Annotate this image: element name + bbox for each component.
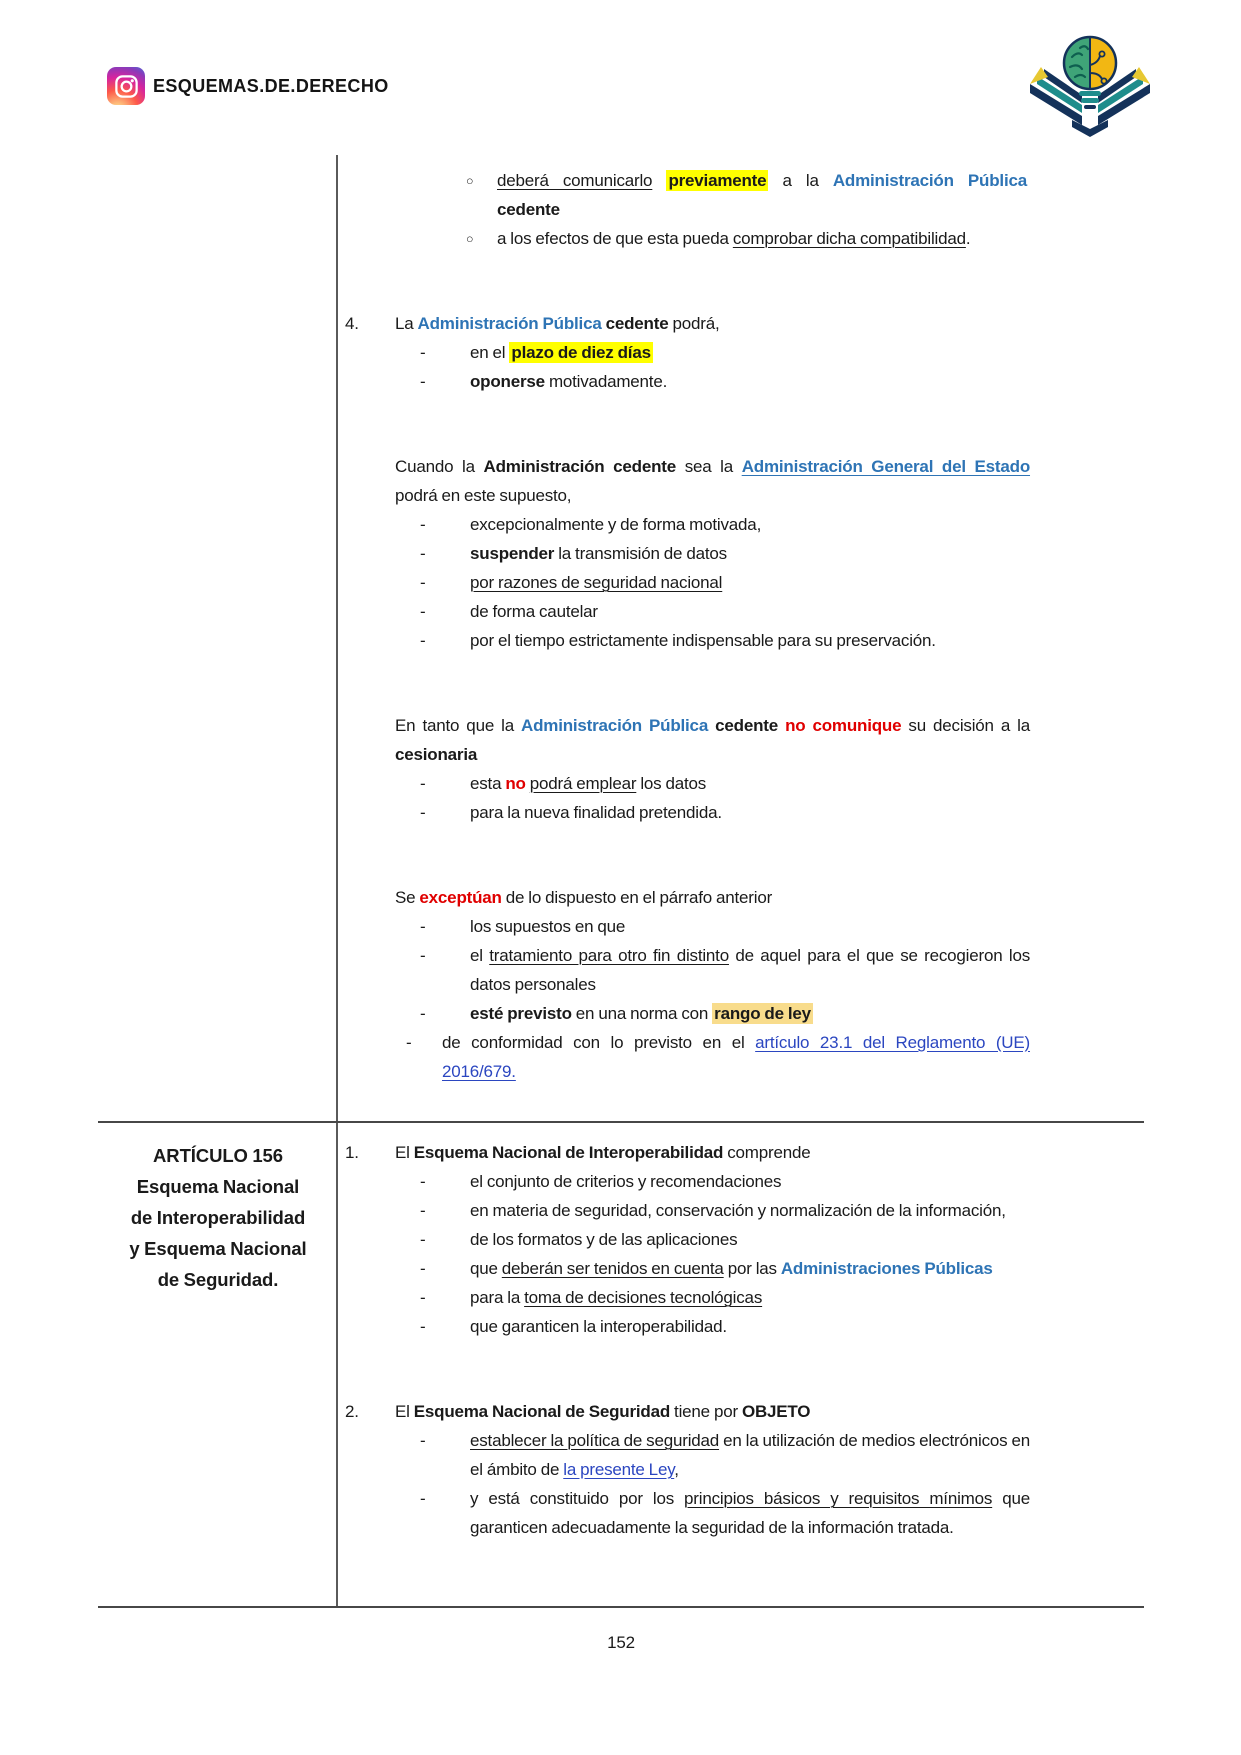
dash-bullet-marker: - bbox=[420, 1230, 426, 1249]
dash-bullet-marker: - bbox=[420, 573, 426, 592]
dash-bullet-marker: - bbox=[420, 1489, 426, 1508]
list-item bbox=[420, 1254, 1030, 1283]
list-item bbox=[420, 999, 1030, 1028]
text-segment: el bbox=[470, 946, 490, 965]
list-item bbox=[420, 626, 1030, 655]
text-segment: motivadamente. bbox=[544, 372, 668, 391]
text-segment: , bbox=[674, 1460, 679, 1479]
dash-bullet-marker: - bbox=[420, 631, 426, 650]
article-label-line: de Interoperabilidad bbox=[130, 1207, 306, 1228]
list-item bbox=[420, 912, 1030, 941]
list-item bbox=[420, 1196, 1030, 1225]
paragraph bbox=[395, 711, 1030, 769]
dash-bullet-marker: - bbox=[420, 372, 426, 391]
list-item bbox=[406, 1028, 1030, 1086]
text-segment: Administración Pública bbox=[832, 171, 1027, 190]
numbered-item bbox=[336, 1397, 1030, 1426]
text-segment: rango de ley bbox=[714, 1004, 811, 1023]
numbered-item bbox=[336, 1138, 1030, 1167]
text-segment: en materia de seguridad, conservación y normalización de la información, bbox=[470, 1201, 1006, 1220]
item-number: 1. bbox=[345, 1143, 359, 1162]
text-segment: Administración Pública bbox=[417, 314, 602, 333]
text-segment: no bbox=[505, 774, 526, 793]
table-row-separator bbox=[98, 1121, 1144, 1123]
text-segment: que garanticen la interoperabilidad. bbox=[470, 1317, 727, 1336]
dash-bullet-marker: - bbox=[420, 1317, 426, 1336]
list-item bbox=[420, 510, 1030, 539]
dash-bullet-marker: - bbox=[420, 1431, 426, 1450]
text-segment: en el bbox=[470, 343, 510, 362]
dash-bullet-marker: - bbox=[420, 1172, 426, 1191]
text-segment: Esquema Nacional de Seguridad bbox=[413, 1402, 671, 1421]
text-segment: cedente bbox=[605, 314, 669, 333]
list-item bbox=[420, 1167, 1030, 1196]
spacer bbox=[336, 396, 1036, 452]
text-segment: podrá en este supuesto, bbox=[395, 486, 572, 505]
text-segment: establecer la política de seguridad bbox=[470, 1431, 720, 1450]
text-segment: de forma cautelar bbox=[470, 602, 598, 621]
text-segment: de los formatos y de las aplicaciones bbox=[470, 1230, 738, 1249]
text-segment: artículo 23.1 del Reglamento (UE) 2016/679. bbox=[442, 1033, 1030, 1081]
text-segment bbox=[778, 716, 785, 735]
text-segment: OBJETO bbox=[741, 1402, 811, 1421]
article-label-line: Esquema Nacional bbox=[136, 1176, 300, 1197]
instagram-icon bbox=[107, 67, 145, 105]
item-number: 2. bbox=[345, 1402, 359, 1421]
text-segment: por las bbox=[723, 1259, 781, 1278]
text-segment: podrá emplear bbox=[529, 774, 637, 793]
text-segment bbox=[652, 171, 666, 190]
text-segment: Administraciones Públicas bbox=[780, 1259, 993, 1278]
instagram-handle: ESQUEMAS.DE.DERECHO bbox=[153, 75, 389, 96]
text-segment: toma de decisiones tecnológicas bbox=[524, 1288, 763, 1307]
text-segment: para la bbox=[470, 1288, 525, 1307]
dash-bullet-marker: - bbox=[420, 343, 426, 362]
text-segment: no comunique bbox=[785, 716, 902, 735]
text-segment: y está constituido por los bbox=[470, 1489, 685, 1508]
article-label-line: y Esquema Nacional bbox=[129, 1238, 307, 1259]
text-segment: cedente bbox=[715, 716, 778, 735]
book-lightbulb-logo bbox=[1020, 26, 1160, 146]
dash-bullet-marker: - bbox=[420, 602, 426, 621]
circle-bullet-marker: ○ bbox=[466, 232, 474, 246]
text-segment: los datos bbox=[636, 774, 707, 793]
dash-bullet-marker: - bbox=[420, 1288, 426, 1307]
text-segment: que bbox=[470, 1259, 502, 1278]
text-segment: Administración cedente bbox=[483, 457, 677, 476]
text-segment: cedente bbox=[497, 200, 560, 219]
text-segment: de conformidad con lo previsto en el bbox=[442, 1033, 756, 1052]
dash-bullet-marker: - bbox=[420, 946, 426, 965]
list-item bbox=[466, 224, 1027, 253]
list-item bbox=[420, 1283, 1030, 1312]
text-segment: que garanticen adecuadamente la seguridad de la información tratada. bbox=[470, 1489, 1030, 1537]
text-segment: sea la bbox=[676, 457, 742, 476]
text-segment: En tanto que la bbox=[395, 716, 522, 735]
text-segment: oponerse bbox=[470, 372, 545, 391]
text-segment: Esquema Nacional de Interoperabilidad bbox=[413, 1143, 724, 1162]
text-segment: por razones de seguridad nacional bbox=[470, 573, 723, 592]
paragraph bbox=[395, 452, 1030, 510]
list-item bbox=[420, 769, 1030, 798]
dash-bullet-marker: - bbox=[420, 803, 426, 822]
text-segment: comprobar dicha compatibilidad bbox=[732, 229, 966, 248]
numbered-item bbox=[336, 309, 1030, 338]
text-segment: deberá comunicarlo bbox=[497, 171, 653, 190]
spacer bbox=[336, 827, 1036, 883]
content-cell-continuation bbox=[336, 166, 1036, 1086]
text-segment: El bbox=[395, 1143, 414, 1162]
spacer bbox=[336, 253, 1036, 309]
list-item bbox=[420, 338, 1030, 367]
dash-bullet-marker: - bbox=[420, 515, 426, 534]
text-segment: La bbox=[395, 314, 418, 333]
text-segment: suspender bbox=[470, 544, 555, 563]
circle-bullet-marker: ○ bbox=[466, 174, 474, 188]
list-item bbox=[420, 539, 1030, 568]
dash-bullet-marker: - bbox=[420, 774, 426, 793]
text-segment: la transmisión de datos bbox=[554, 544, 727, 563]
text-segment: en la utilización de medios electrónicos en el ámbito de bbox=[470, 1431, 1030, 1479]
list-item bbox=[420, 941, 1031, 999]
text-segment: Administración Pública bbox=[521, 716, 709, 735]
article-label-line: ARTÍCULO 156 bbox=[153, 1145, 283, 1166]
table-bottom-rule bbox=[98, 1606, 1144, 1608]
list-item bbox=[420, 1312, 1030, 1341]
spacer bbox=[336, 655, 1036, 711]
text-segment: para la nueva finalidad pretendida. bbox=[470, 803, 722, 822]
text-segment: su decisión a la bbox=[901, 716, 1030, 735]
paragraph bbox=[395, 883, 1030, 912]
list-item bbox=[420, 798, 1030, 827]
text-segment: por el tiempo estrictamente indispensable para su preservación. bbox=[470, 631, 936, 650]
text-segment: tratamiento para otro fin distinto bbox=[489, 946, 729, 965]
article-label-cell bbox=[100, 1140, 336, 1295]
text-segment: cesionaria bbox=[395, 745, 478, 764]
item-number: 4. bbox=[345, 314, 359, 333]
text-segment: esté previsto bbox=[470, 1004, 572, 1023]
text-segment: excepcionalmente y de forma motivada, bbox=[470, 515, 762, 534]
text-segment: los supuestos en que bbox=[470, 917, 626, 936]
text-segment: deberán ser tenidos en cuenta bbox=[501, 1259, 724, 1278]
text-segment: a los efectos de que esta pueda bbox=[497, 229, 733, 248]
article-label-line: de Seguridad. bbox=[157, 1269, 279, 1290]
text-segment: tiene por bbox=[670, 1402, 742, 1421]
text-segment: en una norma con bbox=[571, 1004, 713, 1023]
dash-bullet-marker: - bbox=[420, 544, 426, 563]
instagram-badge bbox=[107, 67, 389, 105]
text-segment: la presente Ley bbox=[563, 1460, 675, 1479]
list-item bbox=[420, 1484, 1030, 1542]
text-segment: de lo dispuesto en el párrafo anterior bbox=[501, 888, 773, 907]
dash-bullet-marker: - bbox=[420, 917, 426, 936]
dash-bullet-marker: - bbox=[420, 1259, 426, 1278]
text-segment: Administración General del Estado bbox=[741, 457, 1031, 476]
list-item bbox=[420, 367, 1030, 396]
text-segment: Se bbox=[395, 888, 420, 907]
dash-bullet-marker: - bbox=[420, 1004, 426, 1023]
text-segment: El bbox=[395, 1402, 414, 1421]
text-segment: podrá, bbox=[668, 314, 720, 333]
text-segment: . bbox=[965, 229, 971, 248]
text-segment: Cuando la bbox=[395, 457, 484, 476]
text-segment: comprende bbox=[723, 1143, 811, 1162]
page-number: 152 bbox=[607, 1633, 635, 1652]
list-item bbox=[420, 1426, 1030, 1484]
dash-bullet-marker: - bbox=[406, 1033, 412, 1052]
text-segment: previamente bbox=[668, 171, 767, 190]
dash-bullet-marker: - bbox=[420, 1201, 426, 1220]
text-segment: a la bbox=[768, 171, 833, 190]
list-item bbox=[420, 597, 1030, 626]
text-segment: principios básicos y requisitos mínimos bbox=[684, 1489, 993, 1508]
list-item bbox=[420, 1225, 1030, 1254]
text-segment: el conjunto de criterios y recomendaciones bbox=[470, 1172, 782, 1191]
text-segment: esta bbox=[470, 774, 506, 793]
list-item bbox=[466, 166, 1027, 224]
spacer bbox=[336, 1341, 1036, 1397]
text-segment: exceptúan bbox=[419, 888, 502, 907]
list-item bbox=[420, 568, 1030, 597]
text-segment: de aquel para el que se recogieron los datos personales bbox=[470, 946, 1031, 994]
text-segment: plazo de diez días bbox=[511, 343, 651, 362]
content-cell-articulo-156 bbox=[336, 1138, 1036, 1542]
